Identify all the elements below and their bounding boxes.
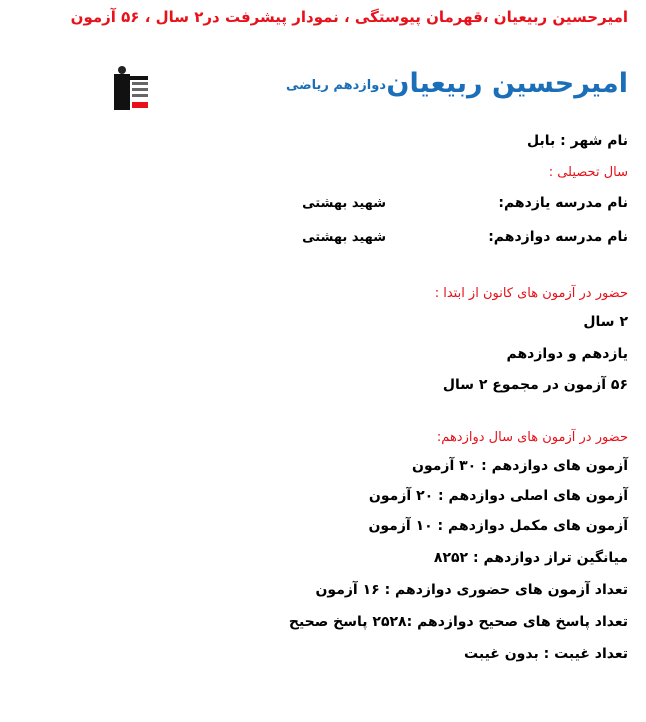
attendance-12-line: آزمون های مکمل دوازدهم : ۱۰ آزمون [368, 518, 628, 534]
attendance-total-line: ۵۶ آزمون در مجموع ۲ سال [442, 377, 628, 393]
kanoon-logo-icon [112, 64, 152, 114]
school-12-value: شهید بهشتی [302, 230, 386, 245]
attendance-total-line: ۲ سال [583, 314, 628, 330]
attendance-12-line: تعداد آزمون های حضوری دوازدهم : ۱۶ آزمون [315, 582, 628, 598]
attendance-total-line: یازدهم و دوازدهم [506, 346, 628, 362]
attendance-total-heading: حضور در آزمون های کانون از ابتدا : [434, 286, 628, 301]
attendance-12-heading: حضور در آزمون های سال دوازدهم: [436, 430, 628, 445]
school-11-label: نام مدرسه یازدهم: [498, 195, 628, 211]
page-title: امیرحسین ربیعیان ،قهرمان پیوستگی ، نمودار پیشرفت در۲ سال ، ۵۶ آزمون [70, 8, 628, 26]
attendance-12-line: تعداد پاسخ های صحیح دوازدهم :۲۵۲۸ پاسخ صحیح [288, 614, 628, 630]
attendance-12-line: آزمون های اصلی دوازدهم : ۲۰ آزمون [368, 488, 628, 504]
attendance-12-line: تعداد غیبت : بدون غیبت [464, 646, 628, 662]
student-field: دوازدهم ریاضی [285, 78, 386, 93]
student-name: امیرحسین ربیعیان [386, 68, 628, 99]
attendance-12-line: میانگین تراز دوازدهم : ۸۲۵۲ [433, 550, 628, 566]
city: نام شهر : بابل [527, 133, 628, 149]
school-11-value: شهید بهشتی [302, 196, 386, 211]
school-12-label: نام مدرسه دوازدهم: [488, 229, 628, 245]
academic-year-label: سال تحصیلی : [548, 165, 628, 180]
attendance-12-line: آزمون های دوازدهم : ۳۰ آزمون [412, 458, 628, 474]
